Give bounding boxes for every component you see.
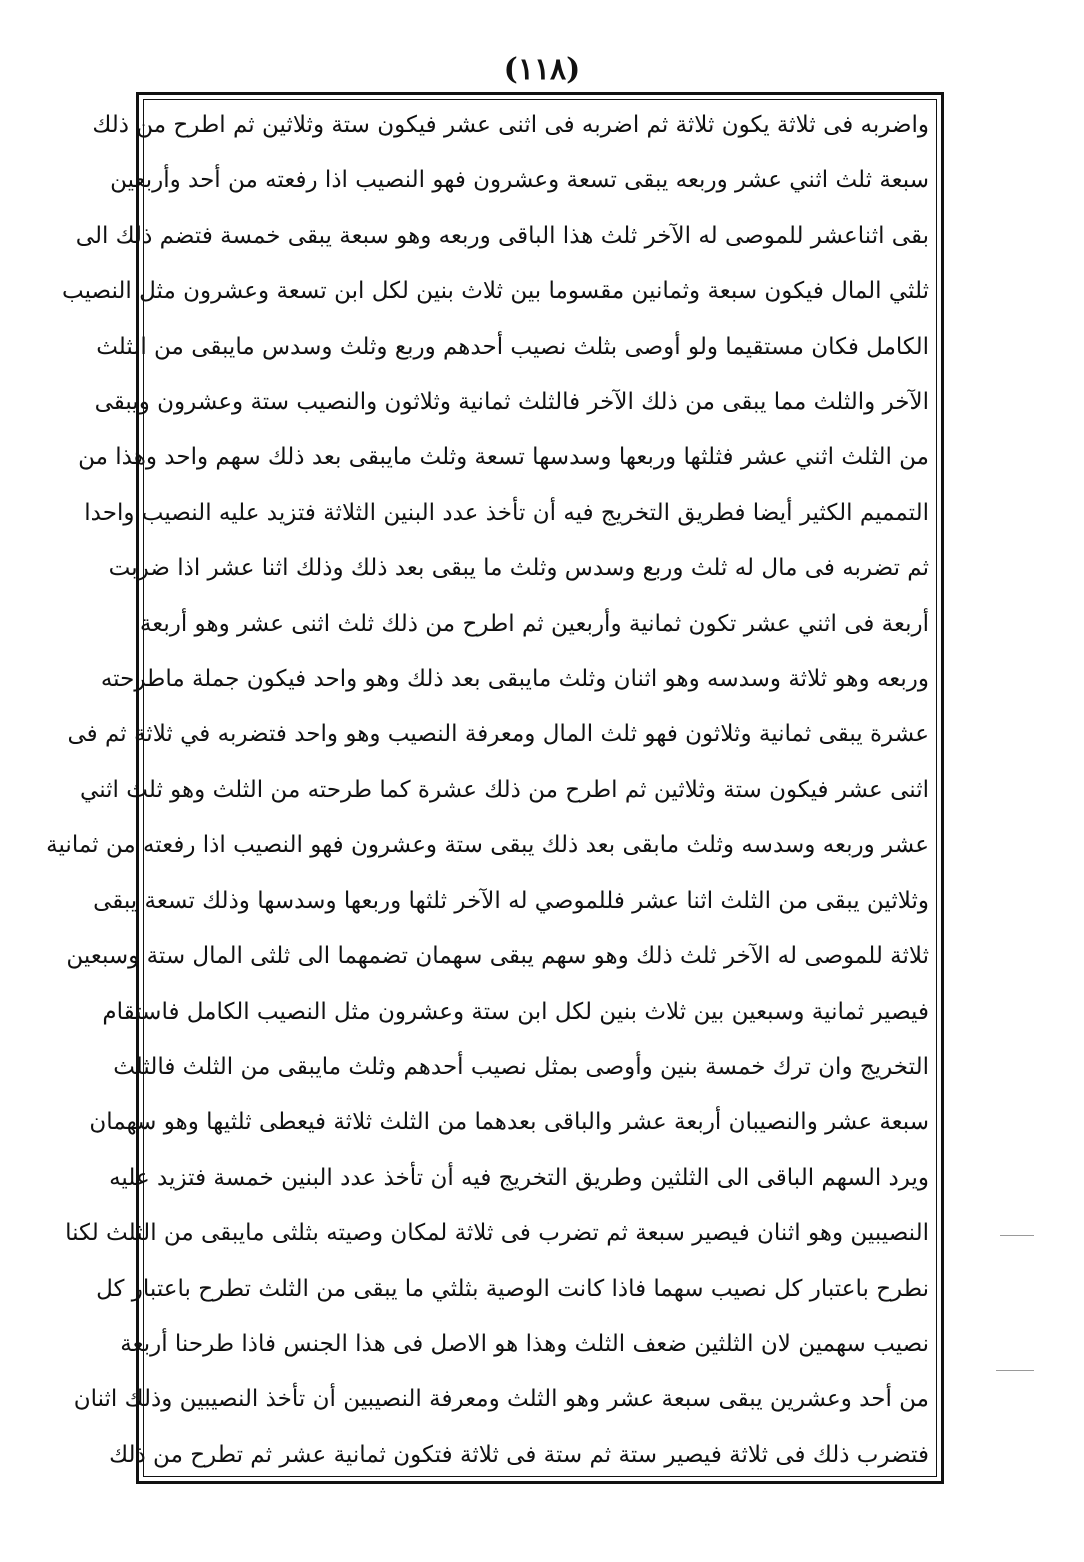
text-line: التخريج وان ترك خمسة بنين وأوصى بمثل نصيب أحدهم وثلث مايبقى من الثلث فالثلث [113, 1053, 929, 1080]
margin-mark [996, 1370, 1034, 1371]
text-body [46, 109, 929, 1471]
text-line: من أحد وعشرين يبقى سبعة عشر وهو الثلث ومعرفة النصيبين أن تأخذ النصيبين وذلك اثنان [73, 1386, 929, 1413]
text-line: من الثلث اثني عشر فثلثها وربعها وسدسها تسعة وثلث مايبقى بعد ذلك سهم واحد وهذا من [78, 444, 929, 471]
text-line: الكامل فكان مستقيما ولو أوصى بثلث نصيب أحدهم وربع وثلث وسدس مايبقى من الثلث [96, 333, 929, 360]
text-line: اثنى عشر فيكون ستة وثلاثين ثم اطرح من ذلك عشرة كما طرحته من الثلث وهو ثلث اثني [80, 776, 929, 803]
page-frame [46, 92, 944, 1484]
text-line: ثم تضربه فى مال له ثلث وربع وسدس وثلث ما يبقى بعد ذلك وذلك اثنا عشر اذا ضربت [108, 555, 929, 582]
text-line: وربعه وهو ثلاثة وسدسه وهو اثنان وثلث مايبقى بعد ذلك وهو واحد فيكون جملة ماطرحته [100, 666, 929, 693]
text-line: نصيب سهمين لان الثلثين ضعف الثلث وهذا هو الاصل فى هذا الجنس فاذا طرحنا أربعة [120, 1330, 929, 1357]
text-line: بقى اثناعشر للموصى له الآخر ثلث هذا الباقى وربعه وهو سبعة يبقى خمسة فتضم ذلك الى [75, 222, 929, 249]
text-line: ثلاثة للموصى له الآخر ثلث ذلك وهو سهم يبقى سهمان تضمهما الى ثلثى المال ستة وسبعين [66, 943, 929, 970]
text-line: أربعة فى اثني عشر تكون ثمانية وأربعين ثم اطرح من ذلك ثلث اثنى عشر وهو أربعة [139, 610, 929, 637]
text-line: ثلثي المال فيكون سبعة وثمانين مقسوما بين ثلاث بنين لكل ابن تسعة وعشرون مثل النصيب [61, 278, 929, 305]
text-line: فتضرب ذلك فى ثلاثة فيصير ستة ثم ستة فى ثلاثة فتكون ثمانية عشر ثم تطرح من ذلك [109, 1441, 929, 1468]
text-line: سبعة عشر والنصيبان أربعة عشر والباقى بعدهما من الثلث ثلاثة فيعطى ثلثيها وهو سهمان [89, 1109, 929, 1136]
text-line: وثلاثين يبقى من الثلث اثنا عشر فللموصي له الآخر ثلثها وربعها وسدسها وذلك تسعة يبقى [93, 887, 929, 914]
text-line: واضربه فى ثلاثة يكون ثلاثة ثم اضربه فى اثنى عشر فيكون ستة وثلاثين ثم اطرح من ذلك [92, 112, 929, 138]
text-line: سبعة ثلث اثني عشر وربعه يبقى تسعة وعشرون فهو النصيب اذا رفعته من أحد وأربعين [110, 167, 929, 194]
text-line: التمميم الكثير أيضا فطريق التخريج فيه أن تأخذ عدد البنين الثلاثة فتزيد عليه النصيب واحدا [84, 499, 929, 526]
text-line: الآخر والثلث مما يبقى من ذلك الآخر فالثلث ثمانية وثلاثون والنصيب ستة وعشرون ويبقى [94, 389, 929, 416]
margin-mark [1000, 1235, 1034, 1236]
text-line: عشر وربعه وسدسه وثلث مابقى بعد ذلك يبقى ستة وعشرون فهو النصيب اذا رفعته من ثمانية [46, 832, 929, 859]
text-line: عشرة يبقى ثمانية وثلاثون فهو ثلث المال ومعرفة النصيب وهو واحد فتضربه في ثلاثة ثم فى [67, 721, 929, 748]
text-line: النصيبين وهو اثنان فيصير سبعة ثم تضرب فى ثلاثة لمكان وصيته بثلثى مايبقى من الثلث لكنا [65, 1220, 929, 1247]
text-line: ويرد السهم الباقى الى الثلثين وطريق التخريج فيه أن تأخذ عدد البنين خمسة فتزيد عليه [109, 1164, 929, 1191]
page-number: (١١٨) [503, 52, 581, 87]
text-line: فيصير ثمانية وسبعين بين ثلاث بنين لكل ابن ستة وعشرون مثل النصيب الكامل فاستقام [102, 998, 929, 1025]
text-line: نطرح باعتبار كل نصيب سهما فاذا كانت الوصية بثلثي ما يبقى من الثلث تطرح باعتبار كل [96, 1275, 929, 1302]
